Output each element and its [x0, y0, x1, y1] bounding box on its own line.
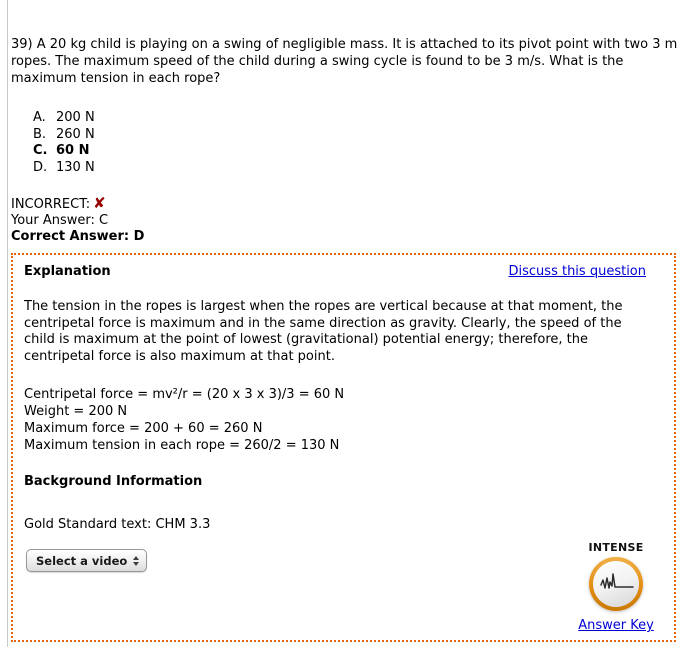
answer-choices	[33, 110, 685, 176]
brand-name: INTENSE	[588, 541, 644, 554]
choice-letter: D.	[33, 159, 48, 175]
your-answer: Your Answer: C	[11, 213, 109, 228]
choice-b[interactable]	[33, 127, 685, 144]
background-text: Gold Standard text: CHM 3.3	[24, 517, 211, 532]
intense-logo-icon	[589, 557, 643, 611]
waveform-icon	[593, 561, 639, 607]
choice-letter: B.	[33, 126, 47, 142]
formula-line: Centripetal force = mv²/r = (20 x 3 x 3)/3 = 60 N	[24, 387, 345, 402]
choice-d[interactable]	[33, 160, 685, 177]
choice-letter: A.	[33, 110, 46, 125]
video-select[interactable]	[26, 549, 147, 572]
explanation-paragraph: The tension in the ropes is largest when the ropes are vertical because at that moment, the centripetal force is maximum and in the same direction as gravity. Clearly, the speed of the child is maximum at the point of lowest (gravitational) potential energy; therefore, the centripetal force is also maximum at that point.	[24, 299, 623, 364]
formula-line: Maximum force = 200 + 60 = 260 N	[24, 421, 263, 436]
result-block	[11, 194, 685, 245]
discuss-question-link[interactable]: Discuss this question	[508, 264, 646, 279]
question-text: 39) A 20 kg child is playing on a swing of negligible mass. It is attached to its pivot point with two 3 m ropes. The maximum speed of the child during a swing cycle is found to be 3 m/s. What is the maximum tension in each rope?	[11, 37, 678, 86]
choice-c-selected[interactable]	[33, 143, 685, 160]
question-page	[7, 0, 685, 647]
choice-text: 130 N	[56, 159, 95, 175]
correct-answer: Correct Answer: D	[11, 229, 145, 244]
status-label: INCORRECT:	[11, 197, 91, 212]
choice-letter: C.	[33, 143, 48, 158]
background-heading: Background Information	[24, 474, 203, 489]
choice-text: 260 N	[56, 126, 95, 142]
intense-brand-block	[570, 541, 662, 633]
answer-key-link[interactable]: Answer Key	[578, 618, 654, 633]
formula-block	[24, 386, 662, 454]
explanation-header	[24, 264, 662, 279]
formula-line: Weight = 200 N	[24, 404, 128, 419]
incorrect-x-icon: ✘	[93, 194, 106, 212]
explanation-heading: Explanation	[24, 264, 111, 279]
formula-line: Maximum tension in each rope = 260/2 = 130 N	[24, 438, 340, 453]
video-select-value: Select a video	[36, 553, 128, 568]
choice-a[interactable]	[33, 110, 685, 127]
choice-text: 60 N	[56, 143, 90, 158]
select-stepper-icon	[133, 556, 139, 566]
choice-text: 200 N	[56, 110, 95, 125]
explanation-box	[11, 253, 676, 642]
status-line	[11, 194, 685, 213]
